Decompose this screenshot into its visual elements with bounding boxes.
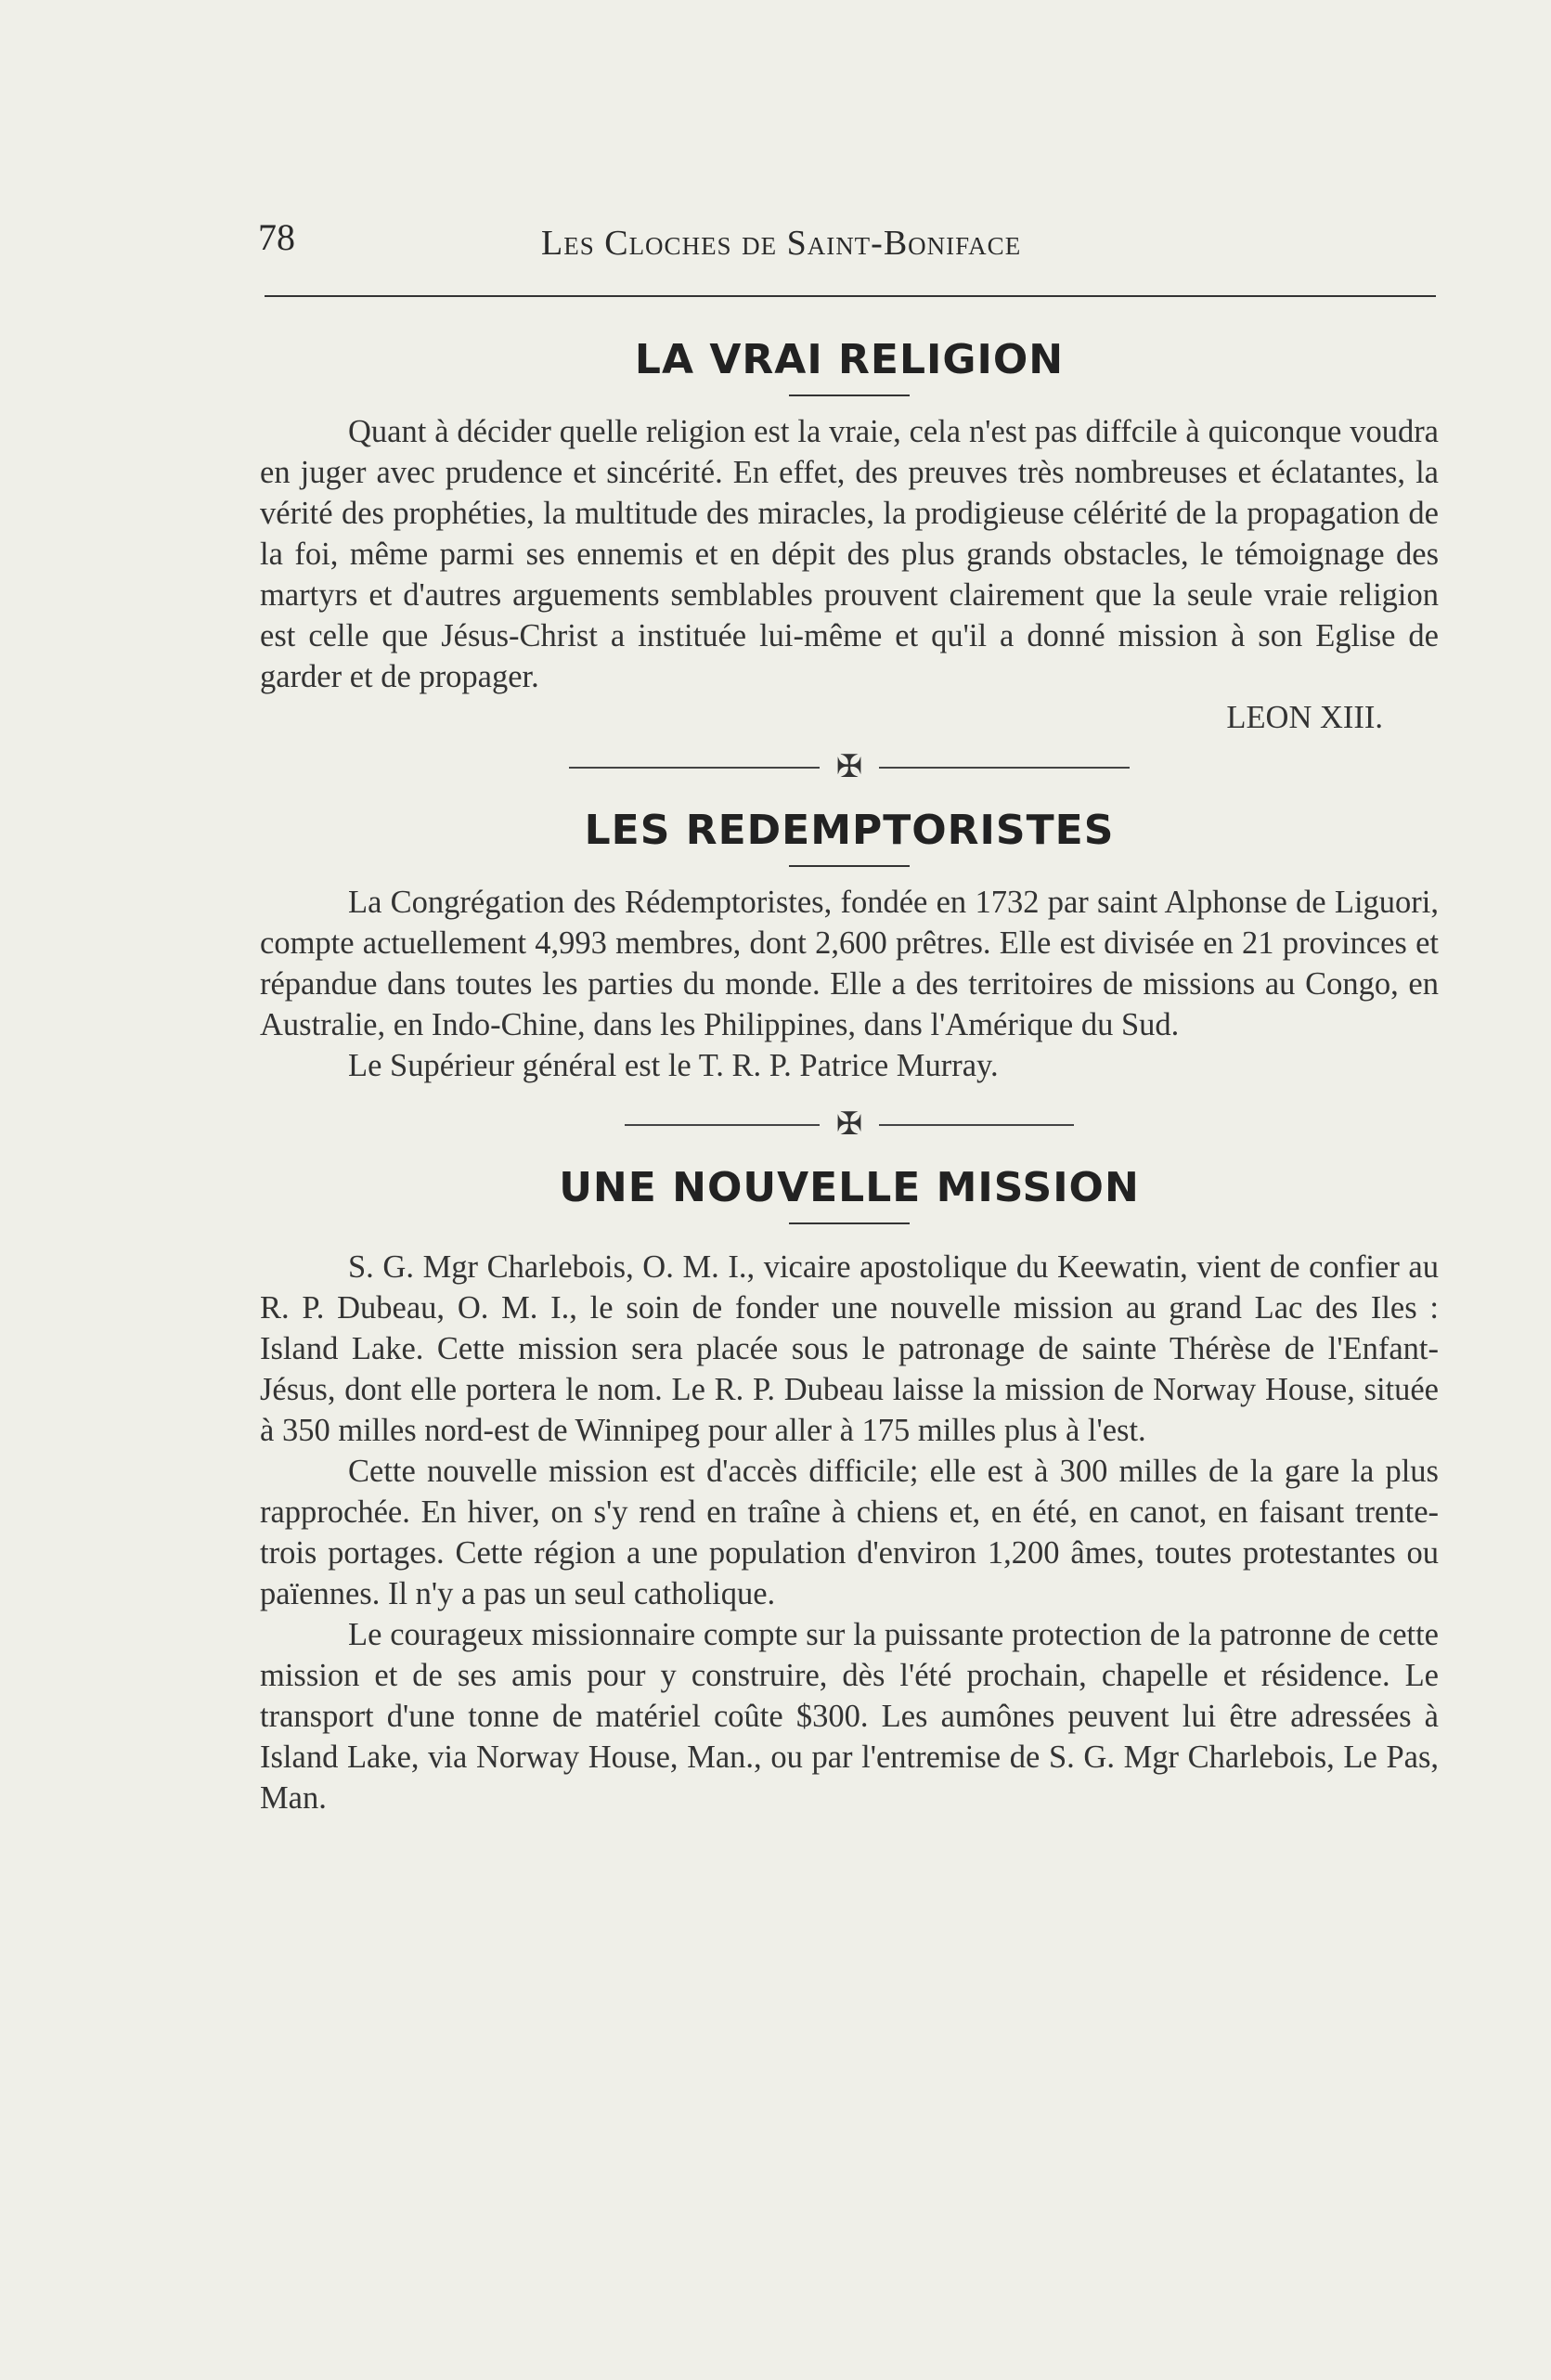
title-rule bbox=[789, 395, 910, 396]
separator-line bbox=[879, 767, 1130, 769]
paragraph: Le courageux missionnaire compte sur la puissante protection de la patronne de cette mission et de ses amis pour y construire, dès l'été prochain, chapelle et résidence. Le transport d'une tonne de matériel coûte $300. Les aumônes peuvent lui être adressées à Island Lake, via Norway House, Man., ou par l'entremise de S. G. Mgr Charlebois, Le Pas, Man. bbox=[260, 1617, 1439, 1816]
paragraph: Cette nouvelle mission est d'accès difficile; elle est à 300 milles de la gare la plus rapprochée. En hiver, on s'y rend en traîne à chiens et, en été, en canot, en faisant trente-trois portages. Cette région a une population d'environ 1,200 âmes, toutes protestantes ou païennes. Il n'y a pas un seul catholique. bbox=[260, 1454, 1439, 1611]
section-title-nouvelle-mission: UNE NOUVELLE MISSION bbox=[559, 1164, 1140, 1211]
section-title-redemptoristes: LES REDEMPTORISTES bbox=[584, 807, 1115, 854]
separator-line bbox=[879, 1124, 1074, 1126]
page-header bbox=[258, 215, 1437, 271]
paragraph: Le Supérieur général est le T. R. P. Patrice Murray. bbox=[348, 1048, 999, 1083]
title-rule bbox=[789, 865, 910, 867]
article-content bbox=[260, 334, 1439, 1818]
title-rule bbox=[789, 1222, 910, 1224]
separator-line bbox=[569, 767, 820, 769]
section-title-vrai-religion: LA VRAI RELIGION bbox=[634, 336, 1065, 383]
cross-icon: ✠ bbox=[835, 750, 863, 784]
cross-icon: ✠ bbox=[835, 1107, 863, 1142]
signature: LEON XIII. bbox=[1226, 700, 1383, 735]
header-rule bbox=[265, 295, 1436, 297]
section-separator bbox=[260, 749, 1439, 786]
running-title: Les Cloches de Saint-Boniface bbox=[541, 224, 1022, 263]
paragraph: La Congrégation des Rédemptoristes, fondée en 1732 par saint Alphonse de Liguori, compte actuellement 4,993 membres, dont 2,600 prêtres. Elle est divisée en 21 provinces et répandue dans toutes les parties du monde. Elle a des territoires de missions au Congo, en Australie, en Indo-Chine, dans les Philippines, dans l'Amérique du Sud. bbox=[260, 885, 1439, 1042]
page-number: 78 bbox=[258, 216, 295, 258]
separator-line bbox=[625, 1124, 820, 1126]
section-separator bbox=[260, 1106, 1439, 1144]
paragraph: S. G. Mgr Charlebois, O. M. I., vicaire apostolique du Keewatin, vient de confier au R. P. Dubeau, O. M. I., le soin de fonder une nouvelle mission au grand Lac des Iles : Island Lake. Cette mission sera placée sous le patronage de sainte Thérèse de l'Enfant-Jésus, dont elle portera le nom. Le R. P. Dubeau laisse la mission de Norway House, située à 350 milles nord-est de Winnipeg pour aller à 175 milles plus à l'est. bbox=[260, 1249, 1439, 1448]
paragraph: Quant à décider quelle religion est la vraie, cela n'est pas diffcile à quiconque voudra en juger avec prudence et sincérité. En effet, des preuves très nombreuses et éclatantes, la vérité des prophéties, la multitude des miracles, la prodigieuse célérité de la propagation de la foi, même parmi ses ennemis et en dépit des plus grands obstacles, le témoignage des martyrs et d'autres arguements semblables prouvent clairement que la seule vraie religion est celle que Jésus-Christ a instituée lui-même et qu'il a donné mission à son Eglise de garder et de propager. bbox=[260, 414, 1439, 694]
